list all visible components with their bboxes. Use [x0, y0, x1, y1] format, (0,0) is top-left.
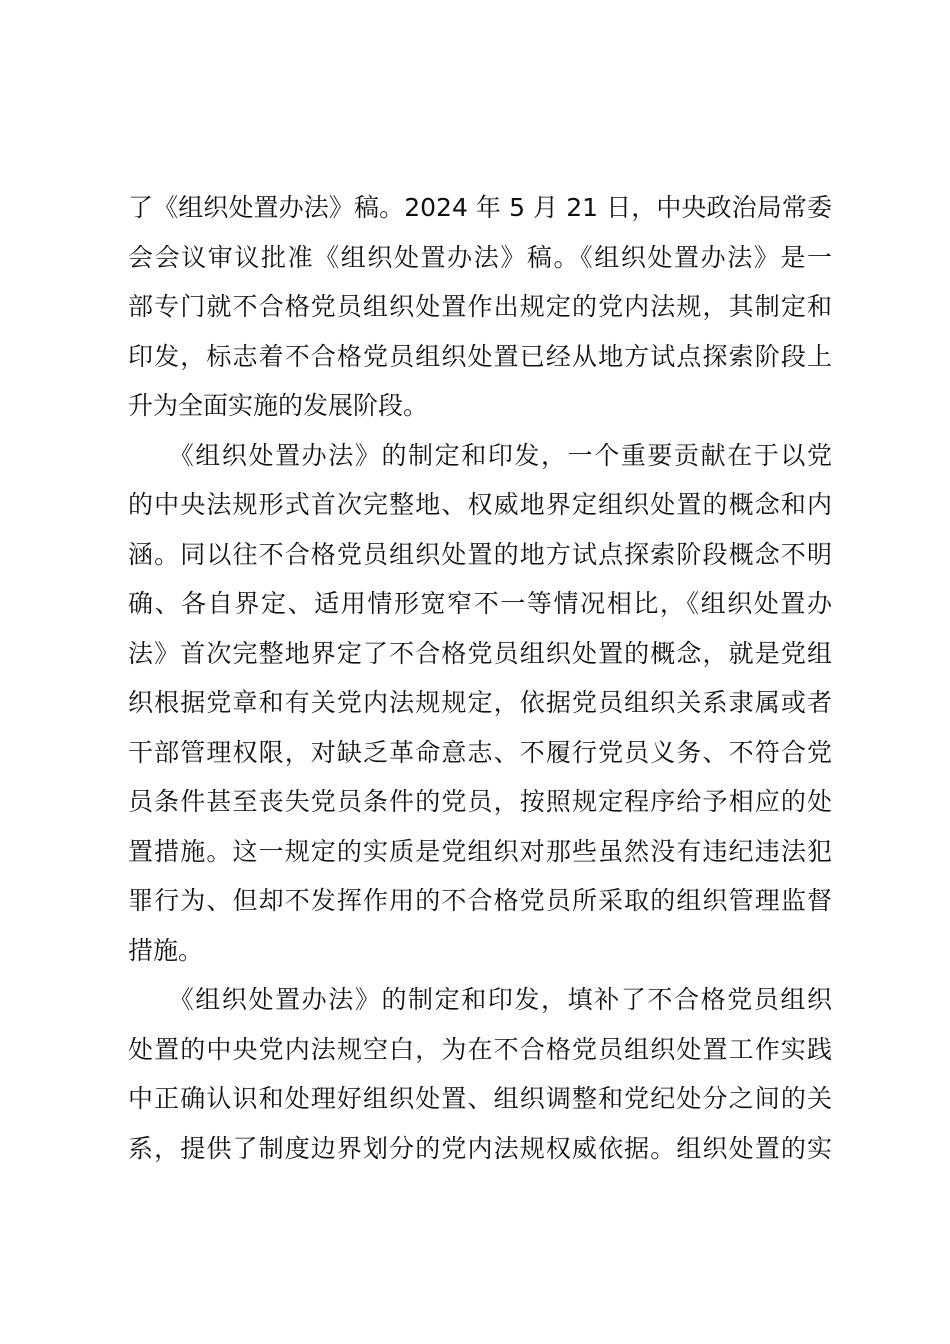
text-line: 员条件甚至丧失党员条件的党员，按照规定程序给予相应的处 [128, 787, 832, 816]
text-line: 中正确认识和处理好组织处置、组织调整和党纪处分之间的关 [128, 1084, 832, 1113]
text-line: 涵。同以往不合格党员组织处置的地方试点探索阶段概念不明 [128, 539, 832, 569]
text-line: 的中央法规形式首次完整地、权威地界定组织处置的概念和内 [128, 490, 832, 519]
text-line: 干部管理权限，对缺乏革命意志、不履行党员义务、不符合党 [128, 737, 832, 767]
text-line: 罪行为、但却不发挥作用的不合格党员所采取的组织管理监督 [128, 886, 832, 915]
text-line: 置措施。这一规定的实质是党组织对那些虽然没有违纪违法犯 [128, 836, 832, 866]
text-line: 处置的中央党内法规空白，为在不合格党员组织处置工作实践 [128, 1034, 832, 1064]
text-line: 《组织处置办法》的制定和印发，填补了不合格党员组织 [128, 985, 832, 1014]
text-line: 部专门就不合格党员组织处置作出规定的党内法规，其制定和 [128, 292, 832, 321]
text-line: 措施。 [128, 935, 204, 965]
text-line: 法》首次完整地界定了不合格党员组织处置的概念，就是党组 [128, 638, 832, 668]
text-line: 系，提供了制度边界划分的党内法规权威依据。组织处置的实 [128, 1133, 832, 1163]
text-line: 了《组织处置办法》稿。2024 年 5 月 21 日，中央政治局常委 [128, 193, 832, 222]
paragraph [128, 975, 832, 1173]
text-line: 升为全面实施的发展阶段。 [128, 391, 429, 420]
text-line: 会会议审议批准《组织处置办法》稿。《组织处置办法》是一 [128, 242, 832, 272]
document-body [128, 183, 832, 1173]
text-line: 确、各自界定、适用情形宽窄不一等情况相比，《组织处置办 [128, 589, 832, 618]
text-line: 印发，标志着不合格党员组织处置已经从地方试点探索阶段上 [128, 341, 832, 371]
paragraph [128, 431, 832, 976]
text-line: 织根据党章和有关党内法规规定，依据党员组织关系隶属或者 [128, 688, 832, 717]
paragraph [128, 183, 832, 431]
text-line: 《组织处置办法》的制定和印发，一个重要贡献在于以党 [128, 440, 832, 470]
